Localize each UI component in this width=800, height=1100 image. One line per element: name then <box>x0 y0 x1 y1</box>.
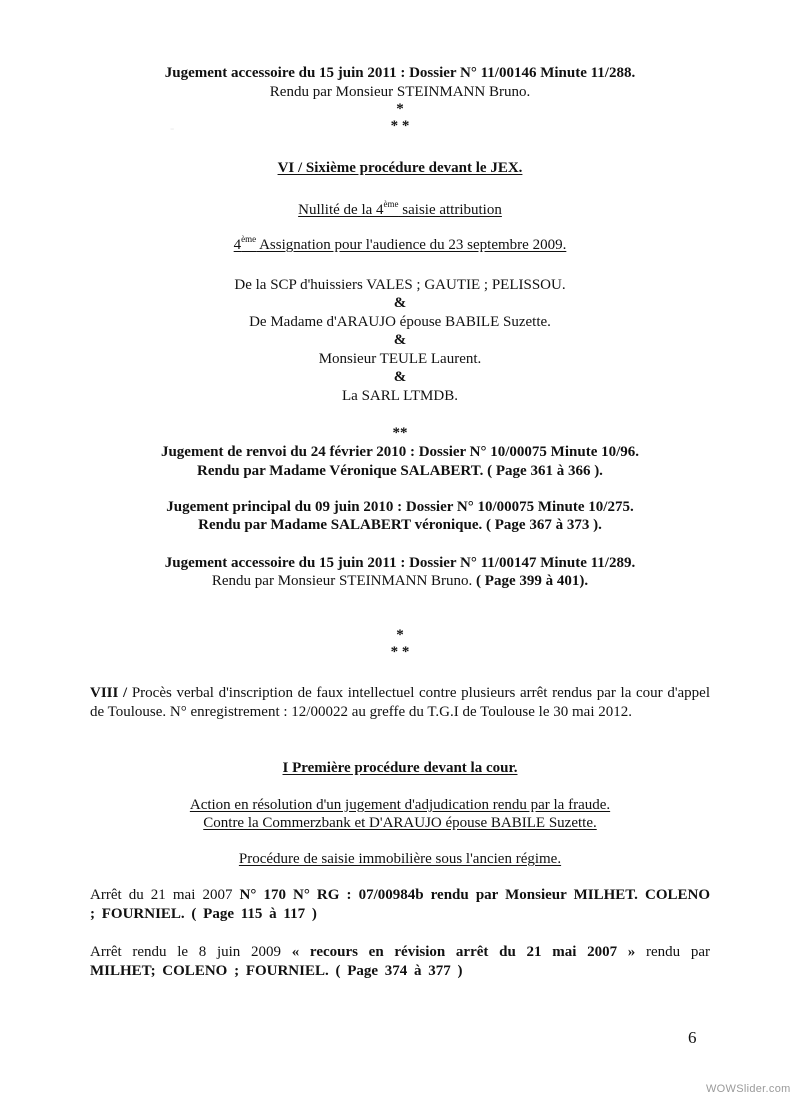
arret-paragraph: Arrêt rendu le 8 juin 2009 « recours en révision arrêt du 21 mai 2007 » rendu par MILHET; COLENO ; FOURNIEL. ( Page 374 à 377 ) <box>90 944 711 979</box>
bleed-through: - <box>170 120 175 135</box>
judgment-title: Jugement accessoire du 15 juin 2011 : Dossier N° 11/00147 Minute 11/289. <box>164 555 636 571</box>
separator: ** <box>392 425 408 441</box>
separator: * <box>396 627 404 643</box>
judgment-author: Rendu par Monsieur STEINMANN Bruno. ( Page 399 à 401). <box>211 573 589 589</box>
separator: * <box>396 101 404 117</box>
procedure-line: Procédure de saisie immobilière sous l'ancien régime. <box>238 851 562 867</box>
separator: * * <box>390 644 410 660</box>
party: Monsieur TEULE Laurent. <box>318 351 482 367</box>
court-heading: I Première procédure devant la cour. <box>282 760 518 776</box>
section-viii-paragraph: VIII / Procès verbal d'inscription de faux intellectuel contre plusieurs arrêt rendus par la cour d'appel de Toulouse. N° enregistrement : 12/00022 au greffe du T.G.I de Toulouse le 30 mai 2012. <box>90 685 711 720</box>
ampersand: & <box>393 332 407 348</box>
judgment-title: Jugement principal du 09 juin 2010 : Dossier N° 10/00075 Minute 10/275. <box>166 499 634 515</box>
assignation-line: 4ème Assignation pour l'audience du 23 septembre 2009. <box>233 234 567 253</box>
action-line: Action en résolution d'un jugement d'adjudication rendu par la fraude. <box>189 797 611 813</box>
action-line: Contre la Commerzbank et D'ARAUJO épouse BABILE Suzette. <box>203 815 597 831</box>
judgment-title: Jugement de renvoi du 24 février 2010 : Dossier N° 10/00075 Minute 10/96. <box>160 444 640 460</box>
party: De Madame d'ARAUJO épouse BABILE Suzette. <box>249 314 551 330</box>
judgment-title: Jugement accessoire du 15 juin 2011 : Dossier N° 11/00146 Minute 11/288. <box>164 65 636 81</box>
watermark: WOWSlider.com <box>706 1083 791 1095</box>
judgment-author: Rendu par Monsieur STEINMANN Bruno. <box>269 84 531 100</box>
judgment-author: Rendu par Madame SALABERT véronique. ( Page 367 à 373 ). <box>198 517 602 533</box>
nullite-line: Nullité de la 4ème saisie attribution <box>298 199 502 218</box>
page-number: 6 <box>688 1028 697 1047</box>
party: De la SCP d'huissiers VALES ; GAUTIE ; PELISSOU. <box>234 277 566 293</box>
separator: * * <box>390 118 410 134</box>
arret-paragraph: Arrêt du 21 mai 2007 N° 170 N° RG : 07/00984b rendu par Monsieur MILHET. COLENO ; FOURNIEL. ( Page 115 à 117 ) <box>90 887 710 922</box>
judgment-author: Rendu par Madame Véronique SALABERT. ( Page 361 à 366 ). <box>197 463 603 479</box>
party: La SARL LTMDB. <box>342 388 458 404</box>
section-heading: VI / Sixième procédure devant le JEX. <box>277 160 523 176</box>
ampersand: & <box>393 369 407 385</box>
ampersand: & <box>393 295 407 311</box>
